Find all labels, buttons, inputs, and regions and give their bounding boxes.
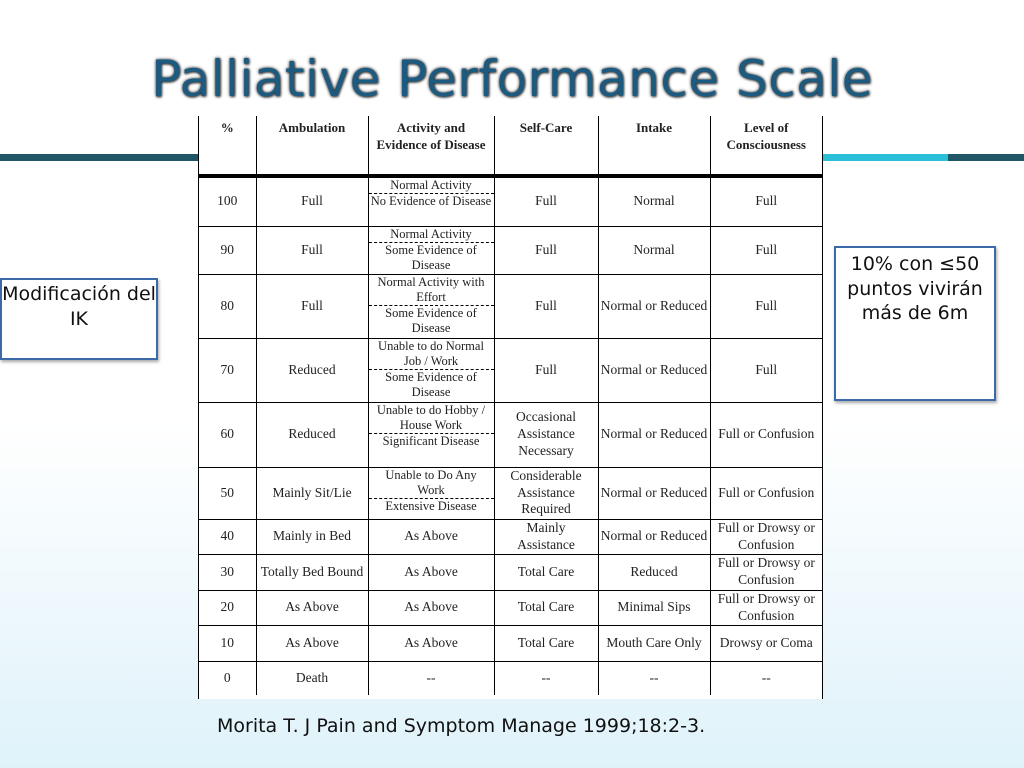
header-percent: % bbox=[220, 120, 234, 135]
cell-percent: 40 bbox=[199, 519, 256, 554]
table-row bbox=[199, 590, 822, 625]
cell-intake: Reduced bbox=[598, 554, 710, 590]
cell-intake: Normal or Reduced bbox=[598, 519, 710, 554]
left-note-text: Modificación del IK bbox=[2, 283, 156, 330]
cell-consciousness: -- bbox=[710, 661, 822, 695]
cell-self-care: Total Care bbox=[494, 590, 598, 625]
table-row bbox=[199, 274, 822, 338]
cell-ambulation: Full bbox=[256, 274, 368, 338]
cell-self-care: Considerable Assistance Required bbox=[494, 467, 598, 519]
cell-activity bbox=[368, 274, 494, 338]
activity-line: Extensive Disease bbox=[369, 498, 494, 514]
activity-line: Unable to Do Any Work bbox=[385, 467, 477, 497]
header-consciousness: Level of Consciousness bbox=[710, 116, 822, 176]
cell-intake: -- bbox=[598, 661, 710, 695]
cell-ambulation: Full bbox=[256, 226, 368, 274]
cell-percent: 60 bbox=[199, 402, 256, 467]
cell-ambulation: As Above bbox=[256, 625, 368, 661]
table-body bbox=[199, 176, 822, 695]
cell-intake: Normal or Reduced bbox=[598, 402, 710, 467]
cell-activity bbox=[368, 338, 494, 402]
cell-activity bbox=[368, 176, 494, 226]
cell-ambulation: Full bbox=[256, 176, 368, 226]
cell-activity: As Above bbox=[368, 590, 494, 625]
left-note-box bbox=[0, 278, 158, 360]
cell-intake: Normal bbox=[598, 176, 710, 226]
right-note-box bbox=[834, 246, 996, 401]
cell-consciousness: Full bbox=[710, 338, 822, 402]
cell-activity bbox=[368, 402, 494, 467]
cell-consciousness: Full or Drowsy or Confusion bbox=[710, 519, 822, 554]
cell-self-care: Mainly Assistance bbox=[494, 519, 598, 554]
cell-intake: Minimal Sips bbox=[598, 590, 710, 625]
cell-intake: Mouth Care Only bbox=[598, 625, 710, 661]
cell-intake: Normal or Reduced bbox=[598, 274, 710, 338]
activity-line: Normal Activity bbox=[390, 226, 472, 241]
table-row bbox=[199, 176, 822, 226]
cell-self-care: Full bbox=[494, 176, 598, 226]
cell-percent: 70 bbox=[199, 338, 256, 402]
activity-line: Unable to do Normal Job / Work bbox=[378, 338, 484, 368]
right-note-text: 10% con ≤50 puntos vivirán más de 6m bbox=[847, 253, 983, 325]
cell-consciousness: Full or Confusion bbox=[710, 402, 822, 467]
table-row bbox=[199, 338, 822, 402]
cell-percent: 80 bbox=[199, 274, 256, 338]
citation: Morita T. J Pain and Symptom Manage 1999;18:2-3. bbox=[217, 715, 706, 737]
table-header-row bbox=[199, 116, 822, 176]
table-row bbox=[199, 226, 822, 274]
table-row bbox=[199, 554, 822, 590]
cell-self-care: -- bbox=[494, 661, 598, 695]
cell-ambulation: Mainly Sit/Lie bbox=[256, 467, 368, 519]
activity-line: Normal Activity bbox=[390, 178, 472, 192]
activity-line: Some Evidence of Disease bbox=[369, 242, 494, 273]
cell-intake: Normal or Reduced bbox=[598, 467, 710, 519]
cell-intake: Normal or Reduced bbox=[598, 338, 710, 402]
cell-ambulation: Mainly in Bed bbox=[256, 519, 368, 554]
activity-line: Unable to do Hobby / House Work bbox=[376, 402, 486, 432]
cell-self-care: Full bbox=[494, 274, 598, 338]
activity-line: Normal Activity with Effort bbox=[377, 274, 485, 304]
activity-line: Some Evidence of Disease bbox=[369, 305, 494, 336]
cell-self-care: Occasional Assistance Necessary bbox=[494, 402, 598, 467]
cell-activity: As Above bbox=[368, 554, 494, 590]
cell-activity: As Above bbox=[368, 625, 494, 661]
cell-ambulation: Reduced bbox=[256, 338, 368, 402]
cell-self-care: Total Care bbox=[494, 554, 598, 590]
activity-line: No Evidence of Disease bbox=[369, 193, 494, 209]
cell-self-care: Full bbox=[494, 226, 598, 274]
cell-ambulation: Reduced bbox=[256, 402, 368, 467]
cell-consciousness: Full or Confusion bbox=[710, 467, 822, 519]
header-ambulation: Ambulation bbox=[256, 116, 368, 176]
cell-percent: 20 bbox=[199, 590, 256, 625]
table-row bbox=[199, 467, 822, 519]
cell-percent: 0 bbox=[199, 661, 256, 695]
activity-line: Some Evidence of Disease bbox=[369, 369, 494, 400]
cell-intake: Normal bbox=[598, 226, 710, 274]
cell-percent: 90 bbox=[199, 226, 256, 274]
cell-ambulation: As Above bbox=[256, 590, 368, 625]
table-row bbox=[199, 402, 822, 467]
header-bar-left bbox=[0, 154, 200, 161]
pps-table-container bbox=[198, 116, 823, 699]
table-row bbox=[199, 661, 822, 695]
cell-self-care: Total Care bbox=[494, 625, 598, 661]
cell-activity bbox=[368, 226, 494, 274]
cell-consciousness: Full bbox=[710, 226, 822, 274]
cell-percent: 10 bbox=[199, 625, 256, 661]
activity-line: Significant Disease bbox=[369, 433, 494, 449]
pps-table bbox=[199, 116, 822, 695]
cell-consciousness: Full bbox=[710, 274, 822, 338]
cell-percent: 100 bbox=[199, 176, 256, 226]
header-bar-accent bbox=[820, 154, 948, 161]
cell-consciousness: Drowsy or Coma bbox=[710, 625, 822, 661]
slide-title: Palliative Performance Scale bbox=[151, 50, 873, 108]
header-activity: Activity and Evidence of Disease bbox=[368, 116, 494, 176]
table-row bbox=[199, 625, 822, 661]
cell-self-care: Full bbox=[494, 338, 598, 402]
cell-activity bbox=[368, 467, 494, 519]
cell-percent: 30 bbox=[199, 554, 256, 590]
cell-ambulation: Totally Bed Bound bbox=[256, 554, 368, 590]
header-intake: Intake bbox=[598, 116, 710, 176]
cell-consciousness: Full bbox=[710, 176, 822, 226]
cell-activity: -- bbox=[368, 661, 494, 695]
cell-activity: As Above bbox=[368, 519, 494, 554]
cell-consciousness: Full or Drowsy or Confusion bbox=[710, 554, 822, 590]
header-self-care: Self-Care bbox=[494, 116, 598, 176]
table-row bbox=[199, 519, 822, 554]
cell-consciousness: Full or Drowsy or Confusion bbox=[710, 590, 822, 625]
cell-percent: 50 bbox=[199, 467, 256, 519]
cell-ambulation: Death bbox=[256, 661, 368, 695]
